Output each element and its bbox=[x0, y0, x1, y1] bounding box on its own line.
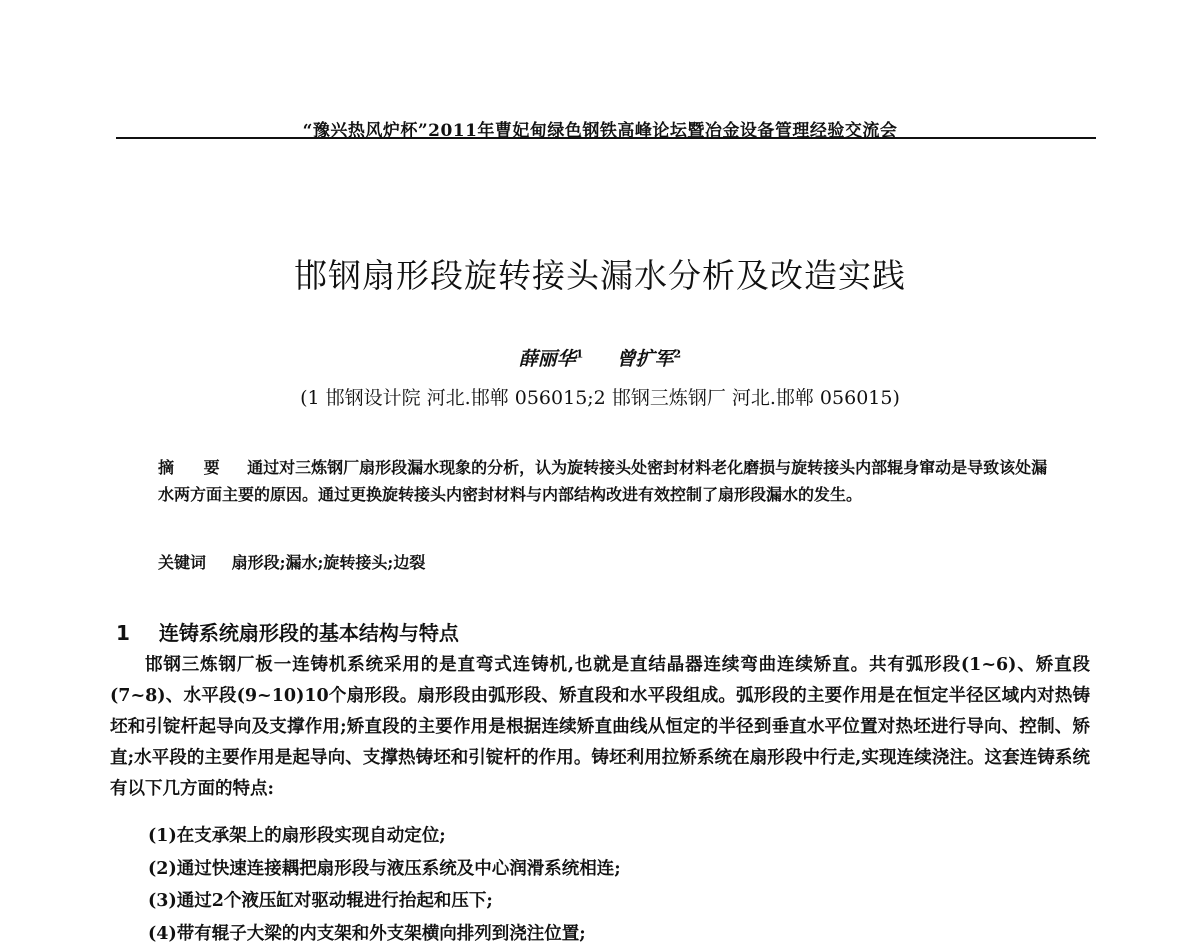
author-affiliation-mark: 1 bbox=[575, 347, 584, 361]
author-affiliation-mark: 2 bbox=[673, 347, 682, 361]
abstract-label: 摘 要 bbox=[158, 458, 232, 477]
keywords-text: 扇形段;漏水;旋转接头;边裂 bbox=[231, 553, 426, 572]
author-name: 薛丽华 bbox=[518, 348, 576, 370]
feature-list bbox=[148, 820, 621, 950]
keywords bbox=[158, 550, 1058, 573]
keywords-label: 关键词 bbox=[158, 553, 207, 572]
list-item: (3)通过2个液压缸对驱动辊进行抬起和压下; bbox=[148, 891, 493, 911]
section-body bbox=[110, 650, 1090, 805]
list-item: (4)带有辊子大梁的内支架和外支架横向排列到浇注位置; bbox=[148, 923, 586, 944]
section-number: 1 bbox=[116, 621, 130, 645]
section-heading bbox=[116, 617, 459, 646]
author-list bbox=[0, 344, 1200, 371]
list-item: (1)在支承架上的扇形段实现自动定位; bbox=[148, 826, 446, 846]
header-rule bbox=[116, 137, 1096, 139]
abstract-text: 通过对三炼钢厂扇形段漏水现象的分析，认为旋转接头处密封材料老化磨损与旋转接头内部辊身窜动是导致该处漏水两方面主要的原因。通过更换旋转接头内密封材料与内部结构改进有效控制了扇形段漏水的发生。 bbox=[158, 458, 1048, 504]
running-head: “豫兴热风炉杯”2011年曹妃甸绿色钢铁高峰论坛暨冶金设备管理经验交流会 bbox=[302, 121, 898, 141]
paper-title: 邯钢扇形段旋转接头漏水分析及改造实践 bbox=[294, 256, 906, 295]
affiliation: (1 邯钢设计院 河北.邯郸 056015;2 邯钢三炼钢厂 河北.邯郸 056015) bbox=[300, 387, 900, 409]
body-paragraph: 邯钢三炼钢厂板一连铸机系统采用的是直弯式连铸机,也就是直结晶器连续弯曲连续矫直。共有弧形段(1~6)、矫直段(7~8)、水平段(9~10)10个扇形段。扇形段由弧形段、矫直段和水平段组成。弧形段的主要作用是在恒定半径区域内对热铸坯和引锭杆起导向及支撑作用;矫直段的主要作用是根据连续矫直曲线从恒定的半径到垂直水平位置对热坯进行导向、控制、矫直;水平段的主要作用是起导向、支撑热铸坯和引锭杆的作用。铸坯利用拉矫系统在扇形段中行走,实现连续浇注。这套连铸系统有以下几方面的特点: bbox=[110, 655, 1090, 799]
section-title: 连铸系统扇形段的基本结构与特点 bbox=[158, 621, 459, 645]
author-name: 曾扩军 bbox=[616, 348, 674, 370]
list-item: (2)通过快速连接耦把扇形段与液压系统及中心润滑系统相连; bbox=[148, 858, 621, 879]
abstract bbox=[158, 454, 1058, 508]
